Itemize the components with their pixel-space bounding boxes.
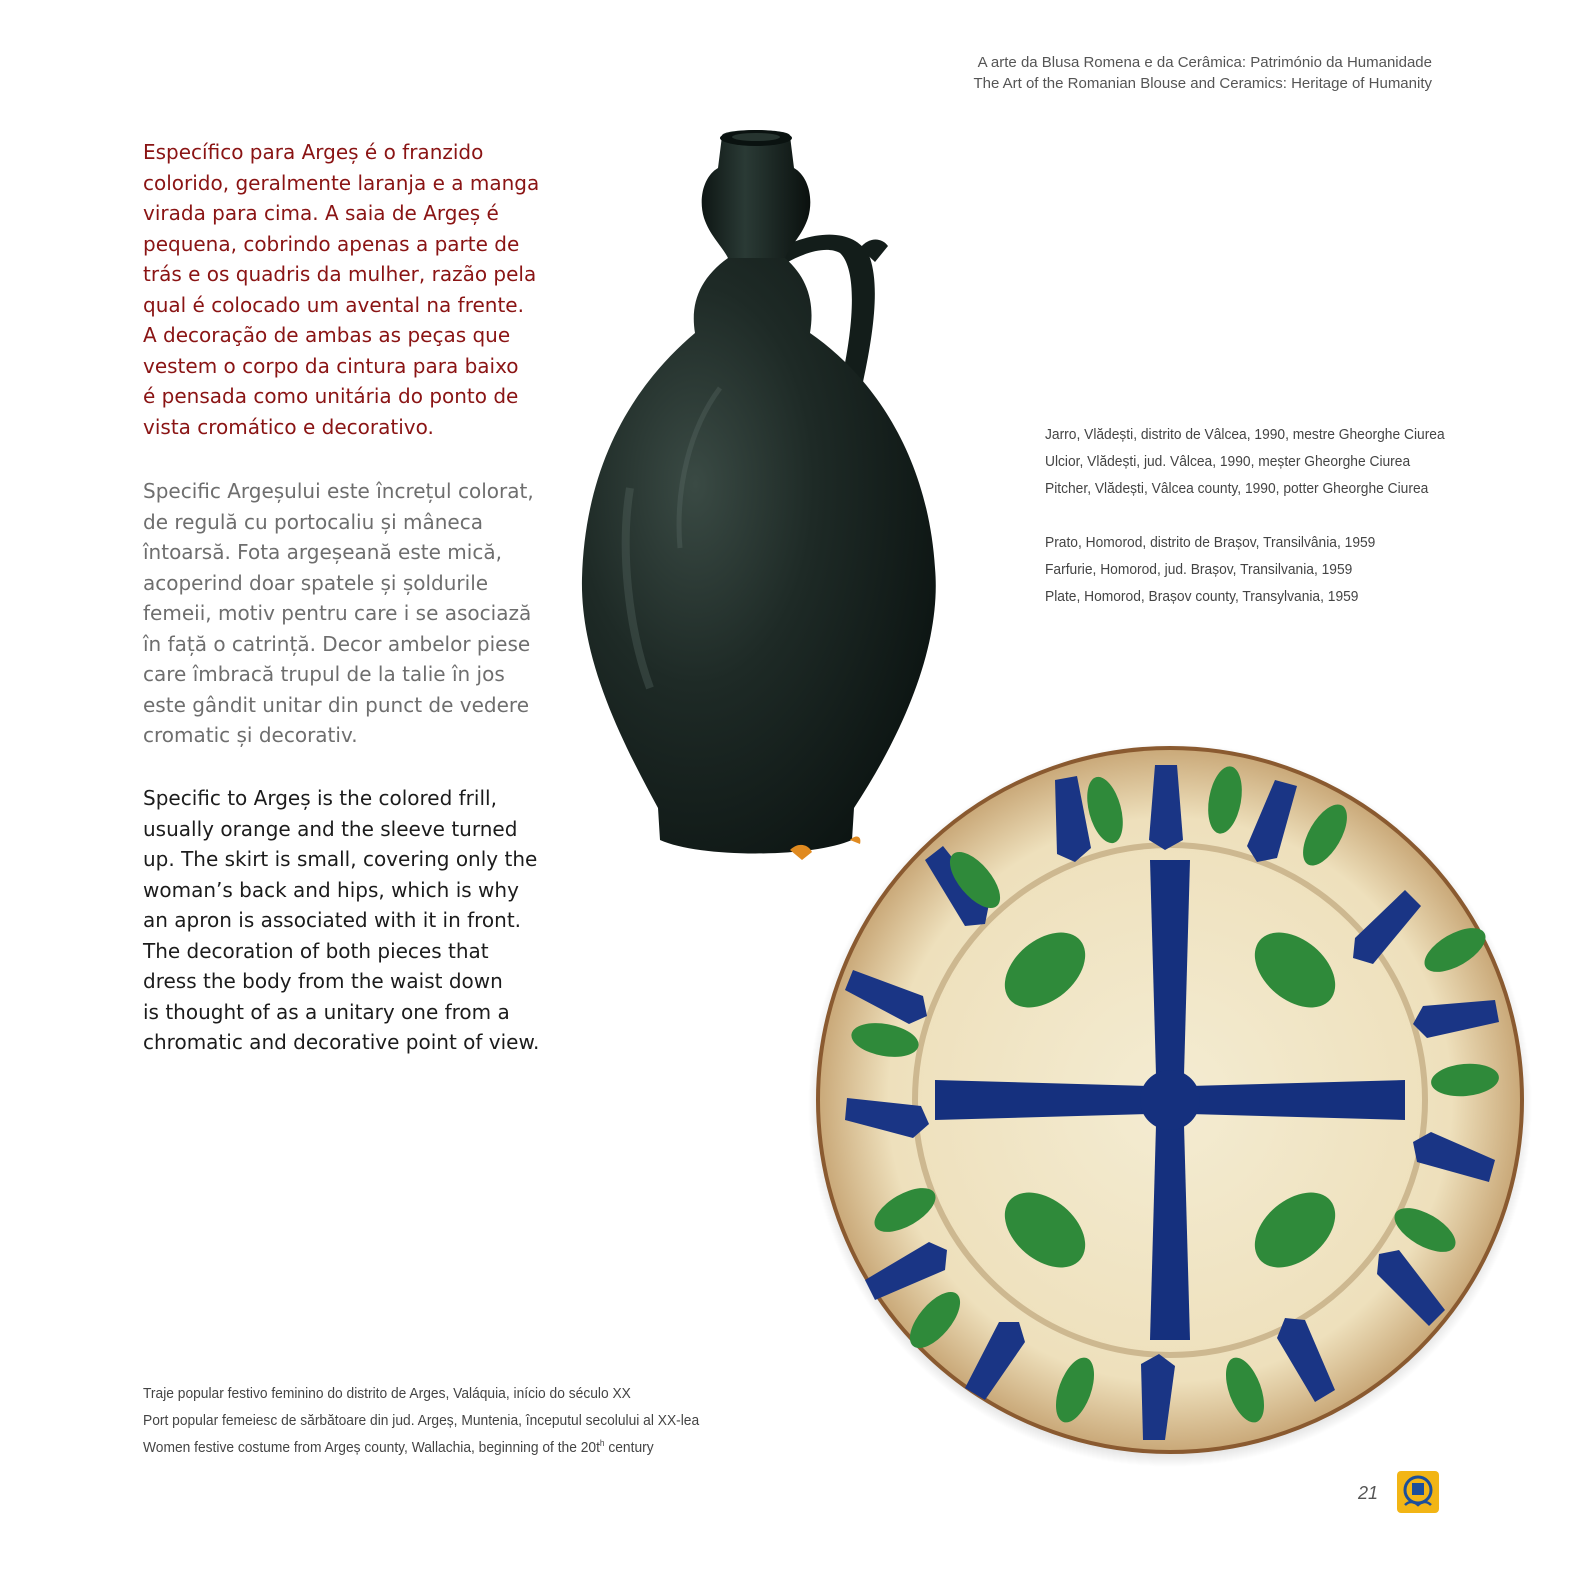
- text-romanian: [143, 476, 573, 751]
- text-line: femeii, motiv pentru care i se asociază: [143, 601, 532, 625]
- text-english: [143, 783, 573, 1058]
- caption-costume-pt: Traje popular festivo feminino do distrito de Arges, Valáquia, início do século XX: [143, 1385, 631, 1402]
- text-line: întoarsă. Fota argeșeană este mică,: [143, 540, 502, 564]
- text-line: colorido, geralmente laranja e a manga: [143, 170, 540, 195]
- caption-costume-en: [143, 1434, 699, 1461]
- logo-mark-icon: [1397, 1471, 1439, 1513]
- caption-plate-ro: Farfurie, Homorod, jud. Brașov, Transilvania, 1959: [1045, 561, 1353, 578]
- object-captions: [1045, 421, 1445, 610]
- caption-costume-ro: Port popular femeiesc de sărbătoare din jud. Argeș, Muntenia, începutul secolului al XX-lea: [143, 1412, 700, 1429]
- caption-plate-pt: Prato, Homorod, distrito de Brașov, Transilvânia, 1959: [1045, 534, 1376, 551]
- text-line: usually orange and the sleeve turned: [143, 816, 518, 841]
- text-line: woman’s back and hips, which is why: [143, 877, 519, 902]
- plate-illustration: [805, 740, 1535, 1470]
- text-line: care îmbracă trupul de la talie în jos: [143, 662, 505, 686]
- caption-costume-en-end: century: [604, 1439, 654, 1456]
- text-line: vista cromático e decorativo.: [143, 414, 434, 439]
- caption-costume-en-sup: h: [599, 1438, 605, 1448]
- text-line: de regulă cu portocaliu și mâneca: [143, 509, 483, 534]
- text-line: dress the body from the waist down: [143, 969, 503, 993]
- text-portuguese: [143, 137, 573, 442]
- running-header: [973, 52, 1432, 94]
- publisher-logo-icon: [1397, 1471, 1439, 1513]
- text-line: pequena, cobrindo apenas a parte de: [143, 231, 520, 256]
- header-title-pt: A arte da Blusa Romena e da Cerâmica: Património da Humanidade: [977, 54, 1432, 71]
- caption-costume-en-text: Women festive costume from Argeș county, Wallachia, beginning of the 20t: [143, 1439, 600, 1456]
- text-line: este gândit unitar din punct de vedere: [143, 692, 530, 717]
- caption-pitcher-en: Pitcher, Vlădești, Vâlcea county, 1990, potter Gheorghe Ciurea: [1045, 480, 1429, 497]
- text-line: Específico para Argeș é o franzido: [143, 140, 484, 164]
- text-line: The decoration of both pieces that: [143, 938, 489, 963]
- text-line: chromatic and decorative point of view.: [143, 1030, 540, 1054]
- text-line: vestem o corpo da cintura para baixo: [143, 353, 519, 378]
- text-line: qual é colocado um avental na frente.: [143, 292, 524, 317]
- text-line: Specific Argeșului este încrețul colorat,: [143, 479, 534, 503]
- caption-plate-en: Plate, Homorod, Brașov county, Transylvania, 1959: [1045, 588, 1359, 605]
- text-line: trás e os quadris da mulher, razão pela: [143, 262, 537, 286]
- text-line: virada para cima. A saia de Argeș é: [143, 201, 499, 225]
- page-number: 21: [1358, 1483, 1379, 1503]
- text-line: up. The skirt is small, covering only the: [143, 847, 538, 871]
- text-line: în față o catrință. Decor ambelor piese: [143, 631, 531, 656]
- text-line: Specific to Argeș is the colored frill,: [143, 786, 497, 810]
- text-line: cromatic și decorativ.: [143, 723, 358, 747]
- caption-pitcher-pt: Jarro, Vlădești, distrito de Vâlcea, 1990, mestre Gheorghe Ciurea: [1045, 426, 1445, 443]
- text-line: A decoração de ambas as peças que: [143, 323, 511, 347]
- text-line: is thought of as a unitary one from a: [143, 999, 510, 1024]
- caption-pitcher-ro: Ulcior, Vlădești, jud. Vâlcea, 1990, meșter Gheorghe Ciurea: [1045, 453, 1411, 470]
- text-line: acoperind doar spatele și șoldurile: [143, 570, 489, 595]
- text-line: é pensada como unitária do ponto de: [143, 384, 519, 408]
- text-line: an apron is associated with it in front.: [143, 908, 522, 932]
- header-title-en: The Art of the Romanian Blouse and Ceramics: Heritage of Humanity: [973, 75, 1432, 92]
- costume-caption: [143, 1380, 699, 1461]
